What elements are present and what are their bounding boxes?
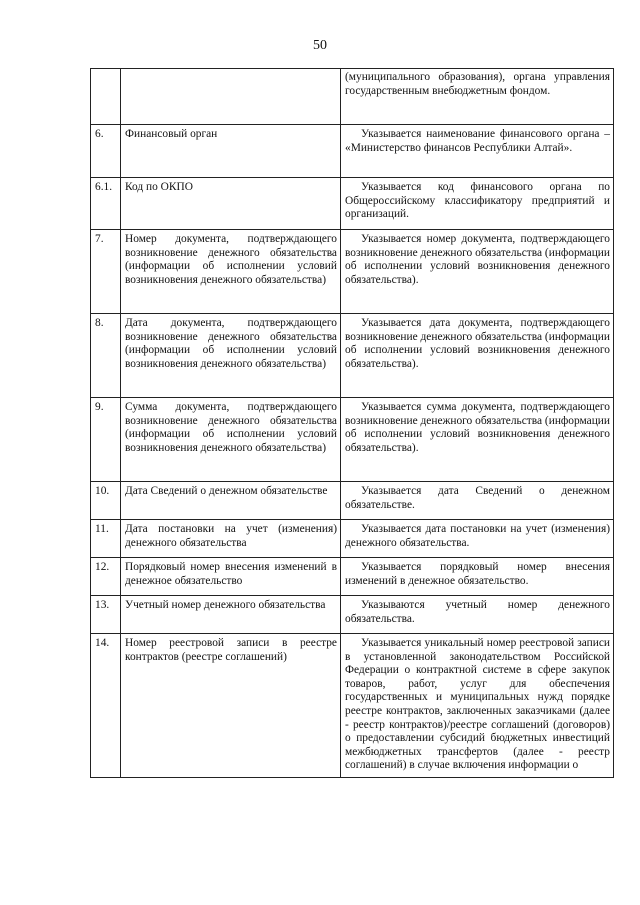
field-description: Указывается номер документа, подтверждающего возникновение денежного обязательства (информации об исполнении условий возникновения денежного обязательства). <box>341 230 614 314</box>
row-number: 8. <box>91 314 121 398</box>
field-description: Указывается наименование финансового органа – «Министерство финансов Республики Алтай». <box>341 125 614 178</box>
requisites-table <box>90 68 614 778</box>
table-row <box>91 398 614 482</box>
field-description: Указывается дата документа, подтверждающего возникновение денежного обязательства (информации об исполнении условий возникновения денежного обязательства). <box>341 314 614 398</box>
field-description: Указывается код финансового органа по Общероссийскому классификатору предприятий и организаций. <box>341 178 614 230</box>
field-name: Номер документа, подтверждающего возникновение денежного обязательства (информации об исполнении условий возникновения денежного обязательства) <box>121 230 341 314</box>
field-name: Номер реестровой записи в реестре контрактов (реестре соглашений) <box>121 634 341 778</box>
field-name: Дата постановки на учет (изменения) денежного обязательства <box>121 520 341 558</box>
field-description: Указывается уникальный номер реестровой записи в установленной законодательством Российской Федерации о контрактной системе в сфере закупок товаров, работ, услуг для обеспечения государственных и муниципальных нужд порядке реестре контрактов, заключенных заказчиками (далее - реестр контрактов)/реестре соглашений (договоров) о предоставлении субсидий бюджетных инвестиций межбюджетных трансфертов (далее - реестр соглашений) в случае включения информации о <box>341 634 614 778</box>
row-number: 12. <box>91 558 121 596</box>
table-row <box>91 596 614 634</box>
table-row <box>91 482 614 520</box>
field-description: Указываются учетный номер денежного обязательства. <box>341 596 614 634</box>
row-number: 7. <box>91 230 121 314</box>
field-name: Дата Сведений о денежном обязательстве <box>121 482 341 520</box>
field-name: Финансовый орган <box>121 125 341 178</box>
page-number: 50 <box>313 38 327 53</box>
field-name: Порядковый номер внесения изменений в денежное обязательство <box>121 558 341 596</box>
field-description: Указывается дата постановки на учет (изменения) денежного обязательства. <box>341 520 614 558</box>
field-description: Указывается дата Сведений о денежном обязательстве. <box>341 482 614 520</box>
table-row <box>91 314 614 398</box>
table-row <box>91 230 614 314</box>
table-row <box>91 178 614 230</box>
table-row <box>91 520 614 558</box>
table-row <box>91 125 614 178</box>
row-number: 11. <box>91 520 121 558</box>
row-number: 13. <box>91 596 121 634</box>
table-row <box>91 69 614 125</box>
row-number: 9. <box>91 398 121 482</box>
field-description: Указывается сумма документа, подтверждающего возникновение денежного обязательства (информации об исполнении условий возникновения денежного обязательства). <box>341 398 614 482</box>
row-number: 10. <box>91 482 121 520</box>
table-row <box>91 634 614 778</box>
field-description: (муниципального образования), органа управления государственным внебюджетным фондом. <box>341 69 614 125</box>
field-name: Сумма документа, подтверждающего возникновение денежного обязательства (информации об исполнении условий возникновения денежного обязательства) <box>121 398 341 482</box>
row-number: 6. <box>91 125 121 178</box>
table-row <box>91 558 614 596</box>
field-name <box>121 69 341 125</box>
row-number: 6.1. <box>91 178 121 230</box>
row-number: 14. <box>91 634 121 778</box>
field-name: Дата документа, подтверждающего возникновение денежного обязательства (информации об исполнении условий возникновения денежного обязательства) <box>121 314 341 398</box>
row-number <box>91 69 121 125</box>
field-name: Код по ОКПО <box>121 178 341 230</box>
field-name: Учетный номер денежного обязательства <box>121 596 341 634</box>
field-description: Указывается порядковый номер внесения изменений в денежное обязательство. <box>341 558 614 596</box>
